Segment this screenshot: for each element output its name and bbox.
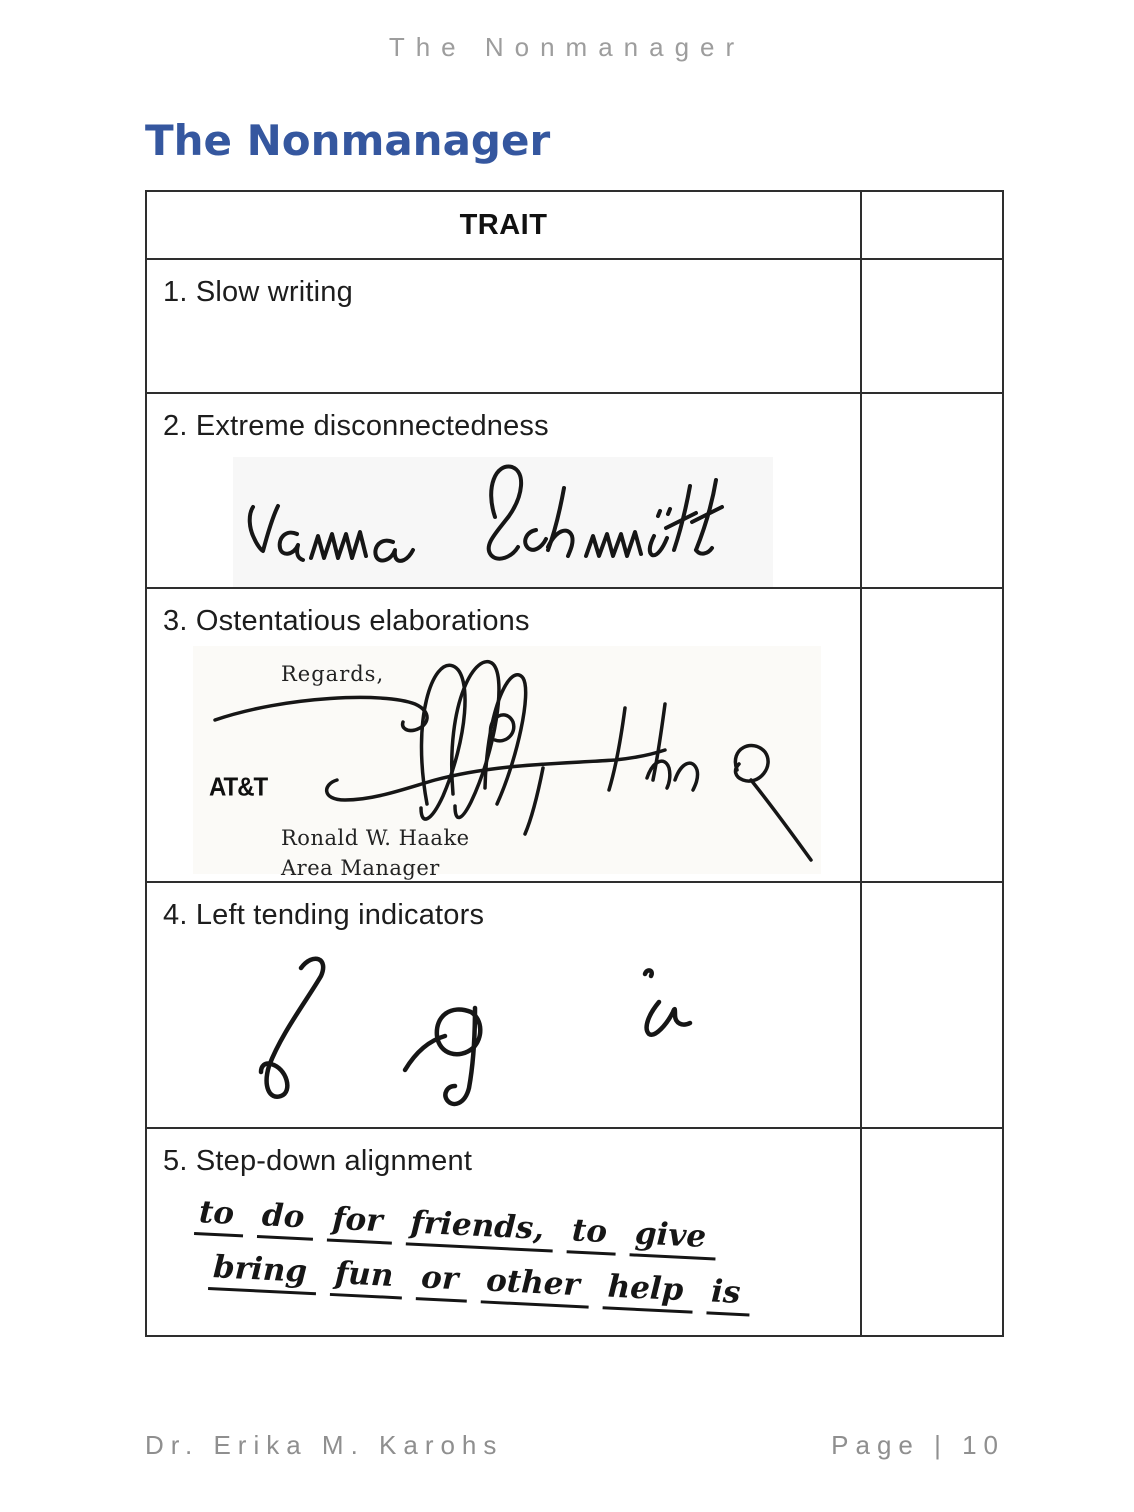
hw-word: other [481,1262,590,1308]
table-row [146,393,1003,588]
trait-label-extreme-disconnectedness: 2. Extreme disconnectedness [163,410,549,442]
hw-word: give [630,1215,717,1260]
trait-column-header: TRAIT [146,191,861,259]
letters-sample-f-g-i [207,946,860,1121]
trait-label-step-down-alignment: 5. Step-down alignment [163,1145,473,1177]
hw-word: to [194,1194,245,1237]
hw-word: bring [208,1249,318,1295]
hw-word: friends, [405,1204,554,1252]
footer-author: Dr. Erika M. Karohs [145,1430,504,1460]
left-tending-letters-image [207,946,727,1121]
signature-sample-vanna-schmitt [233,457,773,587]
signature-sample-ronald-haake [193,646,821,880]
handwriting-sample-step-down [195,1194,860,1311]
hw-word: do [257,1197,315,1241]
score-cell-4 [861,882,1003,1128]
score-cell-2 [861,393,1003,588]
table-row [146,882,1003,1128]
table-row [146,259,1003,393]
running-header: The Nonmanager [388,32,746,62]
hw-word: or [416,1259,469,1302]
table-row [146,588,1003,882]
handwriting-line-1 [194,1194,731,1261]
table-row [146,1128,1003,1336]
trait-table [145,190,1004,1337]
signer-name: Ronald W. Haake [281,826,470,850]
att-logo: AT&T [209,772,268,803]
hw-word: to [567,1212,618,1255]
page-footer [145,1430,1005,1461]
signer-role: Area Manager [281,856,440,880]
page-title: The Nonmanager [145,116,551,165]
signature-ronald-haake-image [193,646,821,874]
score-cell-5 [861,1128,1003,1336]
hw-word: help [603,1268,695,1313]
footer-page-number: Page | 10 [831,1430,1005,1460]
score-cell-1 [861,259,1003,393]
salutation-text: Regards, [281,662,385,686]
hw-word: is [706,1273,751,1316]
trait-label-ostentatious-elaborations: 3. Ostentatious elaborations [163,605,530,637]
signature-vanna-schmitt-image [233,457,773,587]
trait-label-slow-writing: 1. Slow writing [163,276,353,308]
table-header-row [146,191,1003,259]
hw-word: for [327,1201,393,1245]
handwriting-line-2 [208,1249,765,1317]
trait-label-left-tending-indicators: 4. Left tending indicators [163,899,485,931]
score-cell-3 [861,588,1003,882]
hw-word: fun [330,1255,404,1299]
score-column-header [861,191,1003,259]
